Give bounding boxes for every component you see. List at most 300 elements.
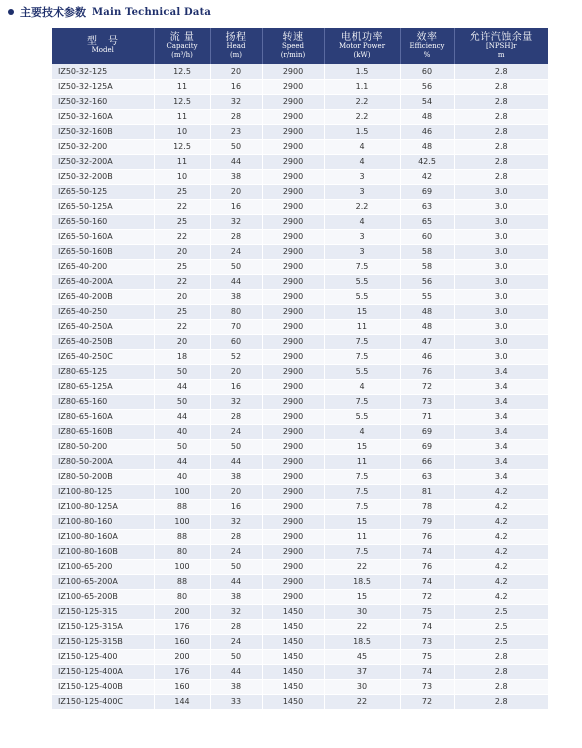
table-row <box>52 199 548 214</box>
efficiency-cell: 76 <box>400 559 454 574</box>
speed-cell: 1450 <box>262 679 324 694</box>
head-cell: 24 <box>210 634 262 649</box>
motor-power-cell: 7.5 <box>324 394 400 409</box>
column-header-unit: (kW) <box>353 50 371 59</box>
head-cell: 28 <box>210 109 262 124</box>
model-cell: IZ100-65-200 <box>52 559 154 574</box>
head-cell: 50 <box>210 139 262 154</box>
speed-cell: 2900 <box>262 304 324 319</box>
efficiency-cell: 72 <box>400 589 454 604</box>
capacity-cell: 44 <box>154 379 210 394</box>
model-cell: IZ80-65-160A <box>52 409 154 424</box>
table-row <box>52 394 548 409</box>
efficiency-cell: 47 <box>400 334 454 349</box>
capacity-cell: 20 <box>154 334 210 349</box>
section-heading <box>8 2 211 22</box>
efficiency-cell: 72 <box>400 694 454 709</box>
motor-power-cell: 7.5 <box>324 349 400 364</box>
head-cell: 32 <box>210 394 262 409</box>
motor-power-cell: 7.5 <box>324 334 400 349</box>
head-cell: 16 <box>210 499 262 514</box>
column-header-cn: 效率 <box>416 31 438 43</box>
speed-cell: 1450 <box>262 634 324 649</box>
table-row <box>52 529 548 544</box>
speed-cell: 1450 <box>262 604 324 619</box>
model-cell: IZ150-125-315B <box>52 634 154 649</box>
head-cell: 44 <box>210 154 262 169</box>
head-cell: 20 <box>210 64 262 79</box>
head-cell: 38 <box>210 679 262 694</box>
motor-power-cell: 7.5 <box>324 259 400 274</box>
motor-power-cell: 15 <box>324 304 400 319</box>
head-cell: 32 <box>210 604 262 619</box>
table-header <box>52 28 548 64</box>
npshr-cell: 3.4 <box>454 409 548 424</box>
npshr-cell: 3.0 <box>454 244 548 259</box>
efficiency-cell: 63 <box>400 199 454 214</box>
efficiency-cell: 58 <box>400 244 454 259</box>
head-cell: 32 <box>210 214 262 229</box>
efficiency-cell: 69 <box>400 424 454 439</box>
motor-power-cell: 22 <box>324 559 400 574</box>
head-cell: 16 <box>210 79 262 94</box>
motor-power-cell: 1.1 <box>324 79 400 94</box>
table-row <box>52 379 548 394</box>
npshr-cell: 2.8 <box>454 139 548 154</box>
motor-power-cell: 7.5 <box>324 499 400 514</box>
table-row <box>52 634 548 649</box>
capacity-cell: 100 <box>154 559 210 574</box>
speed-cell: 1450 <box>262 619 324 634</box>
model-cell: IZ65-50-160A <box>52 229 154 244</box>
model-cell: IZ65-40-250B <box>52 334 154 349</box>
model-cell: IZ65-50-125 <box>52 184 154 199</box>
capacity-cell: 80 <box>154 589 210 604</box>
column-header-cn: 流 量 <box>169 31 195 43</box>
table-row <box>52 184 548 199</box>
speed-cell: 2900 <box>262 319 324 334</box>
efficiency-cell: 71 <box>400 409 454 424</box>
efficiency-cell: 42 <box>400 169 454 184</box>
efficiency-cell: 58 <box>400 259 454 274</box>
speed-cell: 1450 <box>262 664 324 679</box>
table-row <box>52 514 548 529</box>
head-cell: 44 <box>210 574 262 589</box>
motor-power-cell: 7.5 <box>324 544 400 559</box>
model-cell: IZ150-125-400 <box>52 649 154 664</box>
column-header-unit: (r/min) <box>280 50 306 59</box>
npshr-cell: 2.8 <box>454 169 548 184</box>
npshr-cell: 3.4 <box>454 394 548 409</box>
capacity-cell: 44 <box>154 454 210 469</box>
speed-cell: 2900 <box>262 184 324 199</box>
speed-cell: 2900 <box>262 574 324 589</box>
table-row <box>52 214 548 229</box>
capacity-cell: 176 <box>154 619 210 634</box>
model-cell: IZ150-125-315A <box>52 619 154 634</box>
speed-cell: 2900 <box>262 64 324 79</box>
efficiency-cell: 46 <box>400 124 454 139</box>
speed-cell: 2900 <box>262 544 324 559</box>
column-header <box>210 28 262 64</box>
model-cell: IZ65-40-200B <box>52 289 154 304</box>
capacity-cell: 25 <box>154 184 210 199</box>
motor-power-cell: 3 <box>324 169 400 184</box>
model-cell: IZ100-65-200B <box>52 589 154 604</box>
motor-power-cell: 22 <box>324 694 400 709</box>
section-title-en: Main Technical Data <box>92 6 212 18</box>
speed-cell: 2900 <box>262 169 324 184</box>
capacity-cell: 88 <box>154 574 210 589</box>
model-cell: IZ50-32-200B <box>52 169 154 184</box>
head-cell: 38 <box>210 469 262 484</box>
head-cell: 50 <box>210 259 262 274</box>
table-row <box>52 364 548 379</box>
efficiency-cell: 74 <box>400 619 454 634</box>
speed-cell: 2900 <box>262 109 324 124</box>
speed-cell: 2900 <box>262 124 324 139</box>
npshr-cell: 2.8 <box>454 649 548 664</box>
speed-cell: 2900 <box>262 514 324 529</box>
model-cell: IZ100-80-125 <box>52 484 154 499</box>
speed-cell: 2900 <box>262 439 324 454</box>
npshr-cell: 3.0 <box>454 214 548 229</box>
npshr-cell: 2.8 <box>454 109 548 124</box>
motor-power-cell: 4 <box>324 154 400 169</box>
npshr-cell: 2.8 <box>454 664 548 679</box>
motor-power-cell: 22 <box>324 619 400 634</box>
npshr-cell: 2.5 <box>454 634 548 649</box>
motor-power-cell: 5.5 <box>324 364 400 379</box>
capacity-cell: 18 <box>154 349 210 364</box>
efficiency-cell: 74 <box>400 544 454 559</box>
table-row <box>52 139 548 154</box>
column-header <box>400 28 454 64</box>
speed-cell: 2900 <box>262 379 324 394</box>
efficiency-cell: 48 <box>400 319 454 334</box>
table-row <box>52 574 548 589</box>
npshr-cell: 3.0 <box>454 229 548 244</box>
model-cell: IZ100-80-160 <box>52 514 154 529</box>
speed-cell: 2900 <box>262 199 324 214</box>
speed-cell: 2900 <box>262 424 324 439</box>
head-cell: 32 <box>210 94 262 109</box>
model-cell: IZ80-65-125 <box>52 364 154 379</box>
capacity-cell: 176 <box>154 664 210 679</box>
speed-cell: 2900 <box>262 79 324 94</box>
model-cell: IZ80-65-125A <box>52 379 154 394</box>
motor-power-cell: 18.5 <box>324 634 400 649</box>
capacity-cell: 11 <box>154 154 210 169</box>
efficiency-cell: 65 <box>400 214 454 229</box>
efficiency-cell: 66 <box>400 454 454 469</box>
speed-cell: 2900 <box>262 334 324 349</box>
efficiency-cell: 78 <box>400 499 454 514</box>
column-header-cn: 允许汽蚀余量 <box>469 31 533 43</box>
model-cell: IZ65-50-125A <box>52 199 154 214</box>
column-header <box>154 28 210 64</box>
table-row <box>52 604 548 619</box>
motor-power-cell: 18.5 <box>324 574 400 589</box>
head-cell: 38 <box>210 589 262 604</box>
model-cell: IZ150-125-315 <box>52 604 154 619</box>
table-row <box>52 679 548 694</box>
table-row <box>52 409 548 424</box>
speed-cell: 2900 <box>262 214 324 229</box>
table-row <box>52 439 548 454</box>
model-cell: IZ65-40-250 <box>52 304 154 319</box>
table-row <box>52 334 548 349</box>
column-header-en: Capacity <box>166 41 198 50</box>
column-header-en: Motor Power <box>338 41 386 50</box>
speed-cell: 2900 <box>262 229 324 244</box>
column-header-unit: (m³/h) <box>171 50 193 59</box>
column-header-cn: 电机功率 <box>341 31 383 43</box>
motor-power-cell: 1.5 <box>324 64 400 79</box>
capacity-cell: 25 <box>154 214 210 229</box>
capacity-cell: 25 <box>154 259 210 274</box>
efficiency-cell: 54 <box>400 94 454 109</box>
capacity-cell: 100 <box>154 514 210 529</box>
table-row <box>52 649 548 664</box>
motor-power-cell: 2.2 <box>324 109 400 124</box>
capacity-cell: 50 <box>154 439 210 454</box>
model-cell: IZ150-125-400A <box>52 664 154 679</box>
motor-power-cell: 45 <box>324 649 400 664</box>
efficiency-cell: 42.5 <box>400 154 454 169</box>
npshr-cell: 4.2 <box>454 499 548 514</box>
capacity-cell: 200 <box>154 649 210 664</box>
table-row <box>52 244 548 259</box>
table-row <box>52 169 548 184</box>
head-cell: 50 <box>210 439 262 454</box>
capacity-cell: 50 <box>154 364 210 379</box>
table-row <box>52 124 548 139</box>
motor-power-cell: 4 <box>324 379 400 394</box>
npshr-cell: 2.8 <box>454 154 548 169</box>
column-header-cn: 扬程 <box>225 31 247 43</box>
capacity-cell: 10 <box>154 124 210 139</box>
column-header-en: [NPSH]r <box>485 41 517 50</box>
efficiency-cell: 73 <box>400 634 454 649</box>
motor-power-cell: 15 <box>324 439 400 454</box>
efficiency-cell: 48 <box>400 139 454 154</box>
motor-power-cell: 1.5 <box>324 124 400 139</box>
model-cell: IZ100-80-160B <box>52 544 154 559</box>
table-row <box>52 589 548 604</box>
head-cell: 28 <box>210 529 262 544</box>
bullet-icon <box>8 9 14 15</box>
model-cell: IZ50-32-125A <box>52 79 154 94</box>
speed-cell: 2900 <box>262 529 324 544</box>
capacity-cell: 22 <box>154 319 210 334</box>
model-cell: IZ50-32-200 <box>52 139 154 154</box>
efficiency-cell: 75 <box>400 604 454 619</box>
efficiency-cell: 56 <box>400 274 454 289</box>
column-header-cn: 转速 <box>282 31 304 43</box>
section-title-cn: 主要技术参数 <box>20 6 86 19</box>
capacity-cell: 11 <box>154 79 210 94</box>
motor-power-cell: 2.2 <box>324 94 400 109</box>
npshr-cell: 3.0 <box>454 199 548 214</box>
table-row <box>52 259 548 274</box>
speed-cell: 2900 <box>262 394 324 409</box>
efficiency-cell: 76 <box>400 364 454 379</box>
capacity-cell: 12.5 <box>154 64 210 79</box>
model-cell: IZ80-50-200 <box>52 439 154 454</box>
table-row <box>52 289 548 304</box>
table-row <box>52 619 548 634</box>
npshr-cell: 3.4 <box>454 424 548 439</box>
head-cell: 70 <box>210 319 262 334</box>
npshr-cell: 2.5 <box>454 619 548 634</box>
head-cell: 32 <box>210 514 262 529</box>
npshr-cell: 2.8 <box>454 124 548 139</box>
speed-cell: 2900 <box>262 364 324 379</box>
model-cell: IZ80-65-160B <box>52 424 154 439</box>
model-cell: IZ65-40-200 <box>52 259 154 274</box>
motor-power-cell: 7.5 <box>324 469 400 484</box>
motor-power-cell: 3 <box>324 229 400 244</box>
npshr-cell: 3.0 <box>454 334 548 349</box>
model-cell: IZ100-80-125A <box>52 499 154 514</box>
head-cell: 28 <box>210 619 262 634</box>
efficiency-cell: 63 <box>400 469 454 484</box>
npshr-cell: 2.8 <box>454 94 548 109</box>
speed-cell: 2900 <box>262 484 324 499</box>
model-cell: IZ80-50-200A <box>52 454 154 469</box>
capacity-cell: 40 <box>154 469 210 484</box>
efficiency-cell: 74 <box>400 664 454 679</box>
head-cell: 24 <box>210 544 262 559</box>
table-row <box>52 424 548 439</box>
efficiency-cell: 48 <box>400 109 454 124</box>
npshr-cell: 4.2 <box>454 559 548 574</box>
motor-power-cell: 11 <box>324 529 400 544</box>
speed-cell: 2900 <box>262 139 324 154</box>
model-cell: IZ65-40-200A <box>52 274 154 289</box>
motor-power-cell: 4 <box>324 139 400 154</box>
table-body <box>52 64 548 709</box>
speed-cell: 2900 <box>262 94 324 109</box>
head-cell: 28 <box>210 229 262 244</box>
head-cell: 20 <box>210 484 262 499</box>
efficiency-cell: 60 <box>400 64 454 79</box>
capacity-cell: 10 <box>154 169 210 184</box>
efficiency-cell: 48 <box>400 304 454 319</box>
npshr-cell: 3.4 <box>454 439 548 454</box>
capacity-cell: 12.5 <box>154 94 210 109</box>
column-header-en: Efficiency <box>409 41 445 50</box>
npshr-cell: 3.0 <box>454 184 548 199</box>
head-cell: 38 <box>210 289 262 304</box>
capacity-cell: 88 <box>154 499 210 514</box>
capacity-cell: 22 <box>154 199 210 214</box>
efficiency-cell: 81 <box>400 484 454 499</box>
capacity-cell: 22 <box>154 274 210 289</box>
table-row <box>52 484 548 499</box>
npshr-cell: 2.8 <box>454 694 548 709</box>
model-cell: IZ150-125-400C <box>52 694 154 709</box>
speed-cell: 2900 <box>262 259 324 274</box>
speed-cell: 1450 <box>262 649 324 664</box>
speed-cell: 2900 <box>262 349 324 364</box>
motor-power-cell: 30 <box>324 679 400 694</box>
model-cell: IZ50-32-160 <box>52 94 154 109</box>
table-row <box>52 304 548 319</box>
model-cell: IZ100-80-160A <box>52 529 154 544</box>
head-cell: 24 <box>210 244 262 259</box>
motor-power-cell: 15 <box>324 514 400 529</box>
motor-power-cell: 4 <box>324 424 400 439</box>
table-row <box>52 559 548 574</box>
motor-power-cell: 11 <box>324 454 400 469</box>
table-row <box>52 544 548 559</box>
motor-power-cell: 11 <box>324 319 400 334</box>
head-cell: 44 <box>210 454 262 469</box>
speed-cell: 2900 <box>262 409 324 424</box>
technical-data-table <box>52 28 548 710</box>
table-row <box>52 469 548 484</box>
column-header-en: Speed <box>281 41 305 50</box>
table-row <box>52 319 548 334</box>
speed-cell: 2900 <box>262 289 324 304</box>
head-cell: 23 <box>210 124 262 139</box>
motor-power-cell: 3 <box>324 184 400 199</box>
motor-power-cell: 3 <box>324 244 400 259</box>
npshr-cell: 3.0 <box>454 259 548 274</box>
table-row <box>52 109 548 124</box>
capacity-cell: 160 <box>154 679 210 694</box>
table-row <box>52 454 548 469</box>
efficiency-cell: 56 <box>400 79 454 94</box>
capacity-cell: 20 <box>154 244 210 259</box>
npshr-cell: 4.2 <box>454 514 548 529</box>
head-cell: 50 <box>210 559 262 574</box>
table-row <box>52 64 548 79</box>
motor-power-cell: 5.5 <box>324 409 400 424</box>
head-cell: 50 <box>210 649 262 664</box>
column-header-unit: m <box>497 50 505 59</box>
efficiency-cell: 75 <box>400 649 454 664</box>
head-cell: 38 <box>210 169 262 184</box>
model-cell: IZ65-40-250C <box>52 349 154 364</box>
efficiency-cell: 73 <box>400 679 454 694</box>
efficiency-cell: 55 <box>400 289 454 304</box>
table-row <box>52 499 548 514</box>
column-header-cn: 型 号 <box>87 36 119 47</box>
speed-cell: 2900 <box>262 154 324 169</box>
npshr-cell: 3.4 <box>454 364 548 379</box>
table-row <box>52 79 548 94</box>
npshr-cell: 2.8 <box>454 679 548 694</box>
npshr-cell: 4.2 <box>454 529 548 544</box>
capacity-cell: 88 <box>154 529 210 544</box>
table-row <box>52 154 548 169</box>
speed-cell: 1450 <box>262 694 324 709</box>
npshr-cell: 3.0 <box>454 319 548 334</box>
table-row <box>52 664 548 679</box>
capacity-cell: 22 <box>154 229 210 244</box>
motor-power-cell: 37 <box>324 664 400 679</box>
efficiency-cell: 46 <box>400 349 454 364</box>
speed-cell: 2900 <box>262 499 324 514</box>
speed-cell: 2900 <box>262 589 324 604</box>
column-header-en: Head <box>226 41 246 50</box>
capacity-cell: 80 <box>154 544 210 559</box>
capacity-cell: 50 <box>154 394 210 409</box>
efficiency-cell: 60 <box>400 229 454 244</box>
